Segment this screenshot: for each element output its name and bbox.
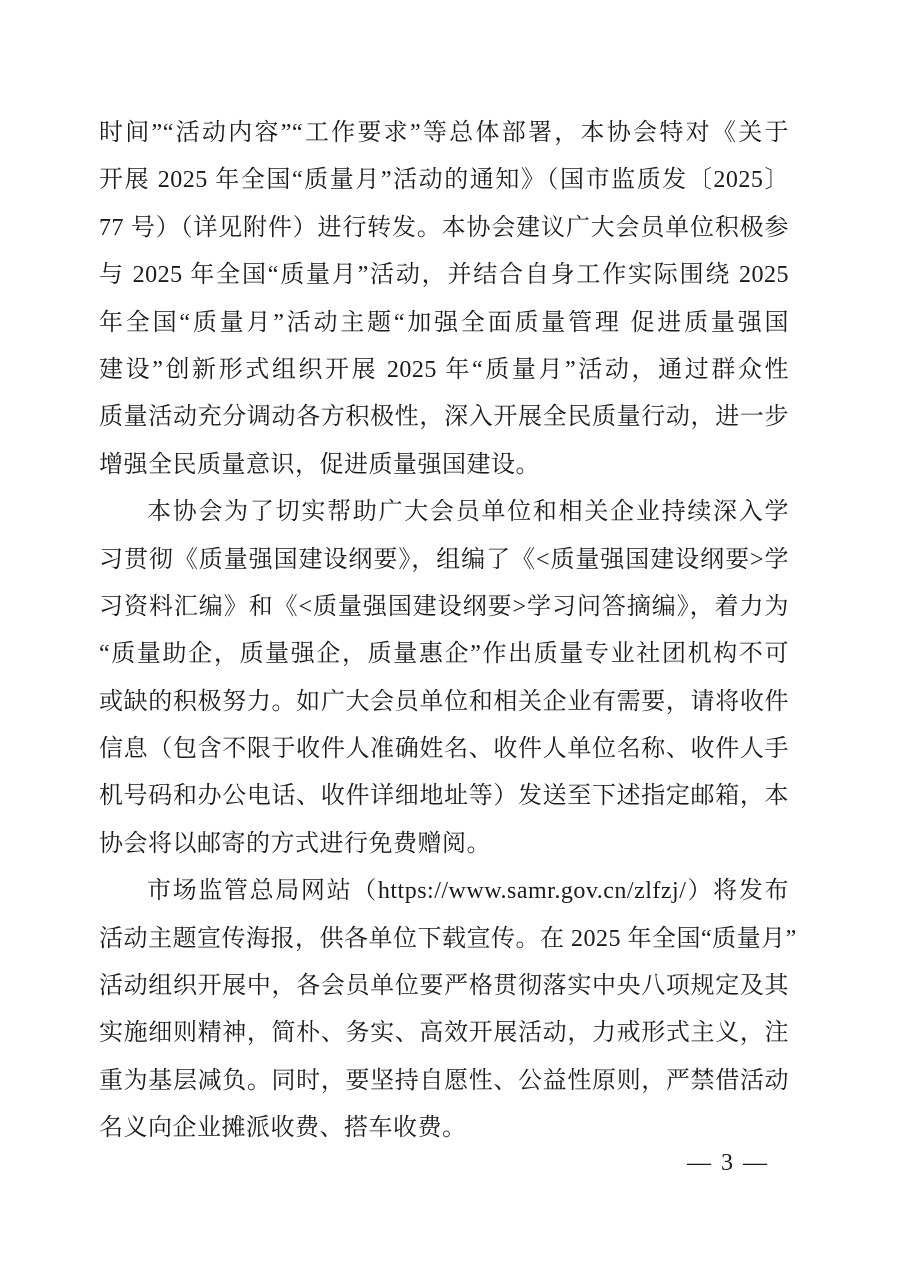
text-line: 协会将以邮寄的方式进行免费赠阅。 [99,830,491,857]
paragraph [99,110,789,489]
text-line: 质量活动充分调动各方积极性，深入开展全民质量行动，进一步 [99,404,789,431]
document-body [99,110,797,1153]
text-line: 开展 2025 年全国“质量月”活动的通知》（国市监质发〔2025〕 [99,167,789,194]
text-line: 实施细则精神，简朴、务实、高效开展活动，力戒形式主义，注 [99,1020,789,1047]
text-line: 与 2025 年全国“质量月”活动，并结合自身工作实际围绕 2025 [99,262,789,289]
text-line: 建设”创新形式组织开展 2025 年“质量月”活动，通过群众性 [99,356,789,383]
text-line: 习贯彻《质量强国建设纲要》，组编了《<质量强国建设纲要>学 [99,546,789,573]
text-line: 时间”“活动内容”“工作要求”等总体部署，本协会特对《关于 [99,120,789,146]
paragraph [99,489,789,868]
text-line: 或缺的积极努力。如广大会员单位和相关企业有需要，请将收件 [99,688,789,715]
text-line: 增强全民质量意识，促进质量强国建设。 [99,451,540,478]
text-line: 年全国“质量月”活动主题“加强全面质量管理 促进质量强国 [99,309,789,336]
paragraph [99,868,797,1152]
text-line: 名义向企业摊派收费、搭车收费。 [99,1115,467,1142]
text-line: 重为基层减负。同时，要坚持自愿性、公益性原则，严禁借活动 [99,1067,789,1094]
page-number: — 3 — [687,1150,769,1176]
text-line: 机号码和办公电话、收件详细地址等）发送至下述指定邮箱，本 [99,783,789,810]
text-line: 市场监管总局网站（https://www.samr.gov.cn/zlfzj/）将发布 [147,878,789,905]
text-line: 77 号）（详见附件）进行转发。本协会建议广大会员单位积极参 [99,214,789,241]
text-line: 信息（包含不限于收件人准确姓名、收件人单位名称、收件人手 [99,736,789,763]
text-line: “质量助企，质量强企，质量惠企”作出质量专业社团机构不可 [99,641,789,668]
text-line: 习资料汇编》和《<质量强国建设纲要>学习问答摘编》，着力为 [99,593,789,620]
text-line: 活动主题宣传海报，供各单位下载宣传。在 2025 年全国“质量月” [99,925,797,952]
text-line: 活动组织开展中，各会员单位要严格贯彻落实中央八项规定及其 [99,973,789,1000]
text-line: 本协会为了切实帮助广大会员单位和相关企业持续深入学 [147,499,789,526]
